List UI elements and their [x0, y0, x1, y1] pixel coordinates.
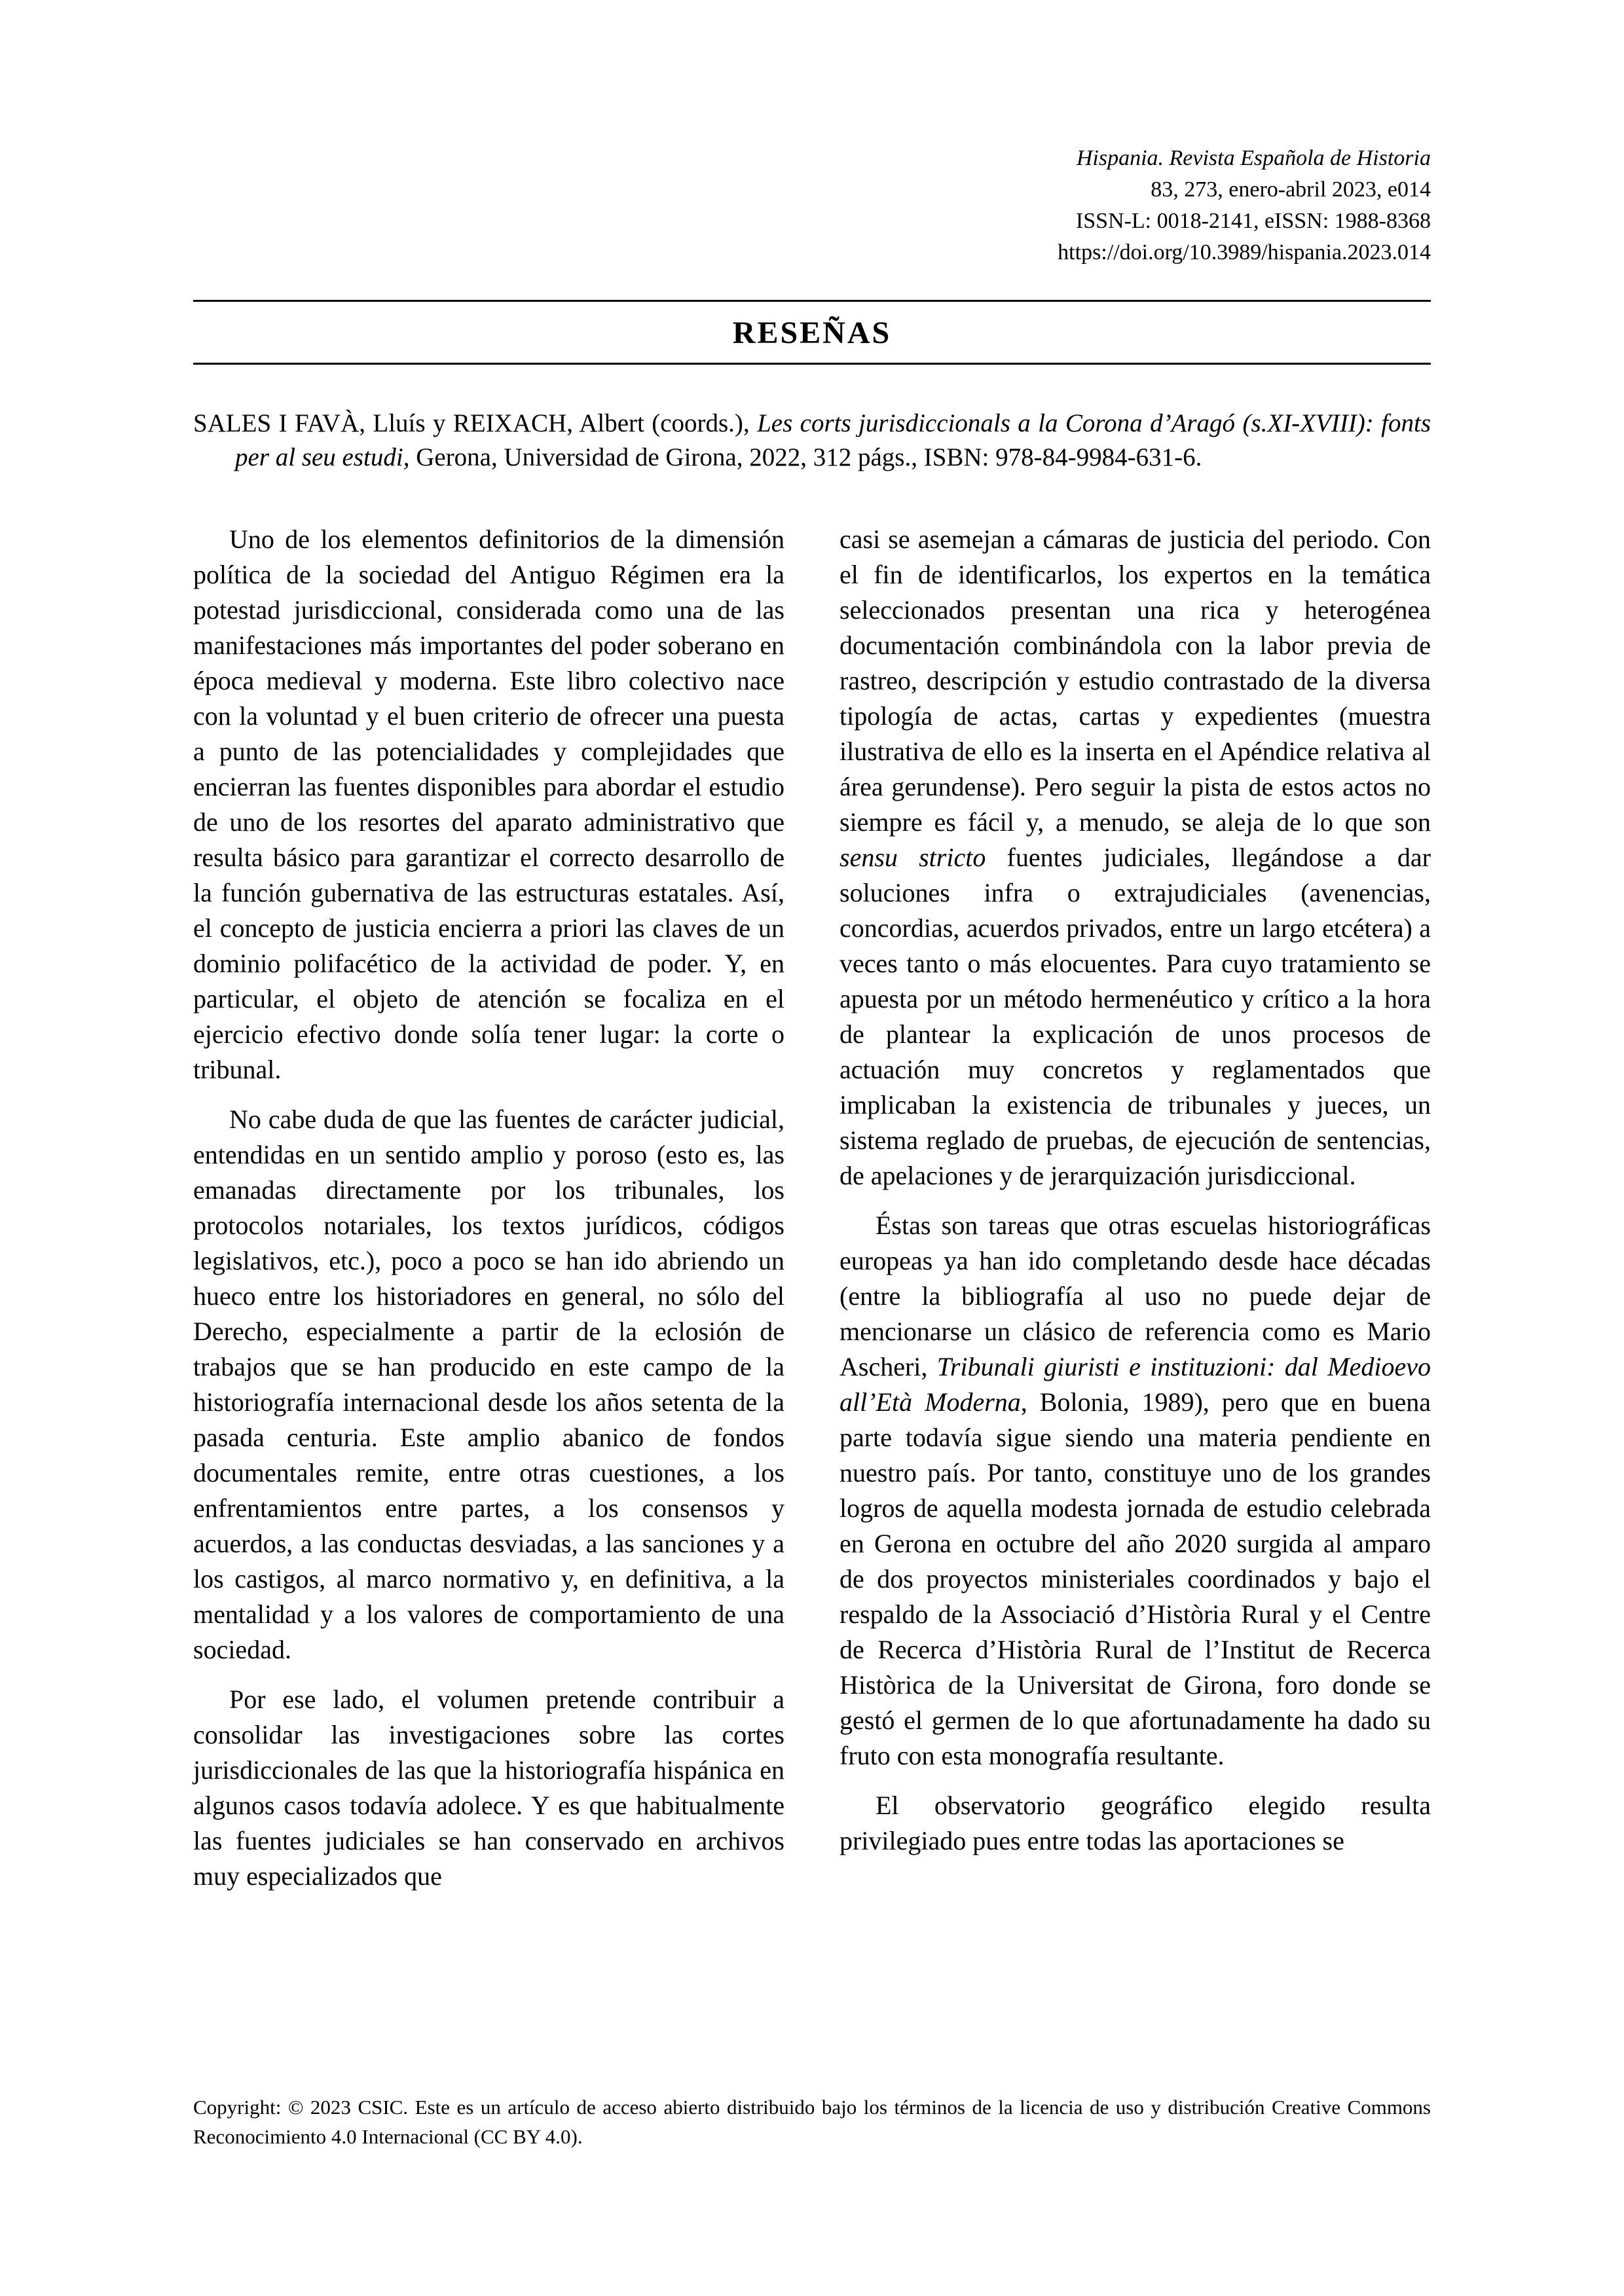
section-rule-bottom [193, 363, 1431, 365]
journal-title: Hispania. Revista Española de Historia [1076, 146, 1431, 170]
text-run: Éstas son tareas que otras escuelas historiográficas europeas ya han ido completando desde hace décadas (entre la bibliografía al uso no puede dejar de mencionarse un clásico de referencia como es Mario Ascheri, [840, 1211, 1431, 1381]
copyright-notice: Copyright: © 2023 CSIC. Este es un artículo de acceso abierto distribuido bajo los términos de la licencia de uso y distribución Creative Commons Reconocimiento 4.0 Internacional (CC BY 4.0). [193, 2096, 1431, 2148]
paragraph [840, 1788, 1431, 1859]
paragraph [193, 1682, 784, 1894]
column-right [840, 522, 1431, 1894]
text-run: No cabe duda de que las fuentes de carácter judicial, entendidas en un sentido amplio y poroso (esto es, las emanadas directamente por los tribunales, los protocolos notariales, los textos jurídicos, códigos legislativos, etc.), poco a poco se han ido abriendo un hueco entre los historiadores en general, no sólo del Derecho, especialmente a partir de la eclosión de trabajos que se han producido en este campo de la historiografía internacional desde los años setenta de la pasada centuria. Este amplio abanico de fondos documentales remite, entre otras cuestiones, a los enfrentamientos entre partes, a los consensos y acuerdos, a las conductas desviadas, a las sanciones y a los castigos, al marco normativo y, en definitiva, a la mentalidad y a los valores de comportamiento de una sociedad. [193, 1104, 784, 1664]
text-run: Uno de los elementos definitorios de la dimensión política de la sociedad del Antiguo Régimen era la potestad jurisdiccional, considerada como una de las manifestaciones más importantes del poder soberano en época medieval y moderna. Este libro colectivo nace con la voluntad y el buen criterio de ofrecer una puesta a punto de las potencialidades y complejidades que encierran las fuentes disponibles para abordar el estudio de uno de los resortes del aparato administrativo que resulta básico para garantizar el correcto desarrollo de la función gubernativa de las estructuras estatales. Así, el concepto de justicia encierra a priori las claves de un dominio polifacético de la actividad de poder. Y, en particular, el objeto de atención se focaliza en el ejercicio efectivo donde solía tener lugar: la corte o tribunal. [193, 524, 784, 1084]
header-block [193, 143, 1431, 268]
section-title: RESEÑAS [732, 316, 892, 350]
text-run: Gerona, Universidad de Girona, 2022, 312 págs., ISBN: 978-84-9984-631-6. [409, 443, 1202, 471]
text-run: SALES I FAVÀ, Lluís y REIXACH, Albert (coords.), [193, 409, 758, 437]
issn-line: ISSN-L: 0018-2141, eISSN: 1988-8368 [1075, 209, 1431, 233]
paragraph [840, 522, 1431, 1194]
book-citation [193, 407, 1431, 475]
text-run: Por ese lado, el volumen pretende contribuir a consolidar las investigaciones sobre las cortes jurisdiccionales de las que la historiografía hispánica en algunos casos todavía adolece. Y es que habitualmente las fuentes judiciales se han conservado en archivos muy especializados que [193, 1685, 784, 1891]
paragraph [840, 1208, 1431, 1774]
issue-line: 83, 273, enero-abril 2023, e014 [1151, 177, 1431, 202]
page-content [193, 0, 1431, 1894]
column-left [193, 522, 784, 1894]
italic-text-run: sensu stricto [840, 843, 986, 872]
italic-text-run: Les corts jurisdiccionals a la Corona d’Aragó (s.XI-XVIII): fonts per al seu estudi, [235, 409, 1431, 471]
text-run: casi se asemejan a cámaras de justicia del periodo. Con el fin de identificarlos, los expertos en la temática seleccionados presentan una rica y heterogénea documentación combinándola con la labor previa de rastreo, descripción y estudio contrastado de la diversa tipología de actas, cartas y expedientes (muestra ilustrativa de ello es la inserta en el Apéndice relativa al área gerundense). Pero seguir la pista de estos actos no siempre es fácil y, a menudo, se aleja de lo que son [840, 524, 1431, 837]
section-rule-top [193, 300, 1431, 302]
footer-block [193, 2092, 1431, 2151]
doi-line: https://doi.org/10.3989/hispania.2023.014 [1058, 240, 1431, 264]
text-run: El observatorio geográfico elegido resulta privilegiado pues entre todas las aportaciones se [840, 1791, 1431, 1855]
italic-text-run: Tribunali giuristi e instituzioni: dal Medioevo all’Età Moderna [840, 1352, 1431, 1417]
text-run: , Bolonia, 1989), pero que en buena parte todavía sigue siendo una materia pendiente en nuestro país. Por tanto, constituye uno de los grandes logros de aquella modesta jornada de estudio celebrada en Gerona en octubre del año 2020 surgida al amparo de dos proyectos ministeriales coordinados y bajo el respaldo de la Associació d’Història Rural y el Centre de Recerca d’Història Rural de l’Institut de Recerca Històrica de la Universitat de Girona, foro donde se gestó el germen de lo que afortunadamente ha dado su fruto con esta monografía resultante. [840, 1387, 1431, 1770]
paragraph [193, 1102, 784, 1667]
paragraph [193, 522, 784, 1087]
two-column-body [193, 522, 1431, 1894]
text-run: fuentes judiciales, llegándose a dar soluciones infra o extrajudiciales (avenencias, concordias, acuerdos privados, entre un largo etcétera) a veces tanto o más elocuentes. Para cuyo tratamiento se apuesta por un método hermenéutico y crítico a la hora de plantear la explicación de unos procesos de actuación muy concretos y reglamentados que implicaban la existencia de tribunales y jueces, un sistema reglado de pruebas, de ejecución de sentencias, de apelaciones y de jerarquización jurisdiccional. [840, 843, 1431, 1190]
